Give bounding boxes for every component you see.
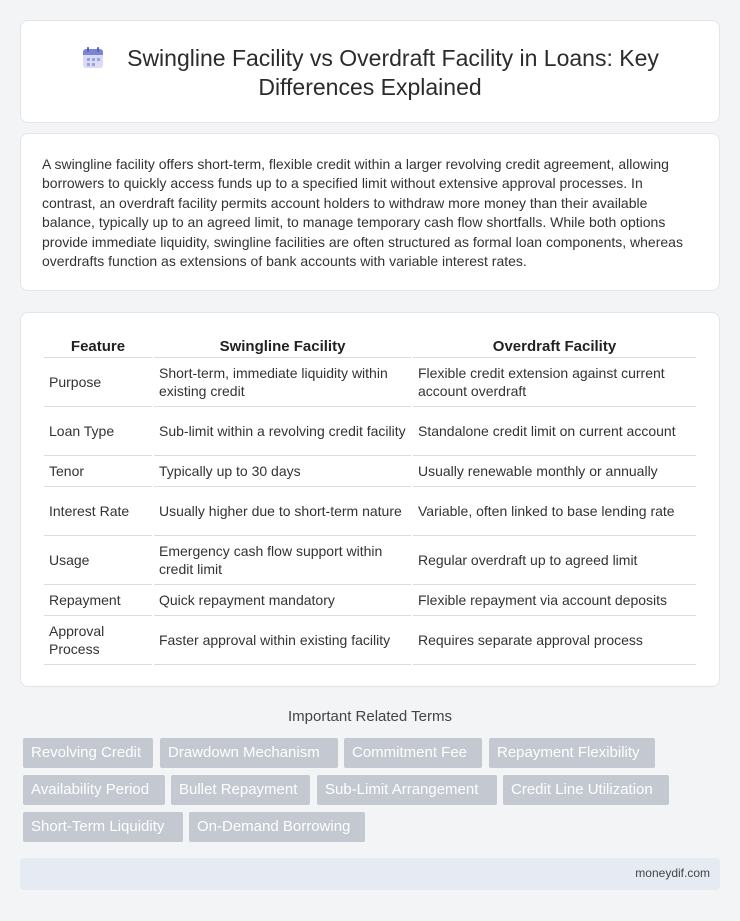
row-feature: Tenor — [44, 456, 152, 487]
term-tag[interactable]: On-Demand Borrowing — [189, 812, 365, 842]
term-tag[interactable]: Sub-Limit Arrangement — [317, 775, 497, 805]
row-overdraft: Standalone credit limit on current account — [413, 407, 696, 456]
header-overdraft: Overdraft Facility — [413, 334, 696, 358]
table-row — [44, 616, 696, 665]
term-tag[interactable]: Availability Period — [23, 775, 165, 805]
table-row — [44, 487, 696, 536]
row-overdraft: Flexible repayment via account deposits — [413, 585, 696, 616]
row-overdraft: Usually renewable monthly or annually — [413, 456, 696, 487]
row-feature: Repayment — [44, 585, 152, 616]
row-overdraft: Flexible credit extension against current account overdraft — [413, 358, 696, 407]
row-feature: Usage — [44, 536, 152, 585]
row-overdraft: Requires separate approval process — [413, 616, 696, 665]
intro-card — [20, 133, 720, 291]
table-row — [44, 407, 696, 456]
row-feature: Loan Type — [44, 407, 152, 456]
row-feature: Purpose — [44, 358, 152, 407]
row-overdraft: Regular overdraft up to agreed limit — [413, 536, 696, 585]
header-swingline: Swingline Facility — [154, 334, 411, 358]
term-tag[interactable]: Repayment Flexibility — [489, 738, 655, 768]
table-header-row — [44, 334, 696, 358]
term-tag[interactable]: Short-Term Liquidity — [23, 812, 183, 842]
row-swingline: Usually higher due to short-term nature — [154, 487, 411, 536]
row-feature: Approval Process — [44, 616, 152, 665]
table-row — [44, 585, 696, 616]
row-swingline: Short-term, immediate liquidity within existing credit — [154, 358, 411, 407]
intro-paragraph: A swingline facility offers short-term, flexible credit within a larger revolving credit agreement, allowing borrowers to quickly access funds up to a specified limit without extensive approval processes. In contrast, an overdraft facility permits account holders to withdraw more money than their available balance, typically up to an agreed limit, to manage temporary cash flow shortfalls. While both options provide immediate liquidity, swingline facilities are often structured as formal loan components, whereas overdrafts function as extensions of bank accounts with variable interest rates. — [42, 156, 683, 270]
calendar-icon — [81, 46, 105, 70]
term-tag[interactable]: Revolving Credit — [23, 738, 153, 768]
row-swingline: Typically up to 30 days — [154, 456, 411, 487]
page-title: Swingline Facility vs Overdraft Facility in Loans: Key Differences Explained — [127, 45, 659, 100]
row-swingline: Sub-limit within a revolving credit facility — [154, 407, 411, 456]
footer-site[interactable]: moneydif.com — [635, 866, 710, 880]
term-tag[interactable]: Bullet Repayment — [171, 775, 310, 805]
term-tag[interactable]: Commitment Fee — [344, 738, 482, 768]
header-feature: Feature — [44, 334, 152, 358]
comparison-card — [20, 312, 720, 687]
footer-bar — [20, 858, 720, 890]
title-card — [20, 20, 720, 123]
page-title-wrap — [21, 44, 719, 102]
row-swingline: Faster approval within existing facility — [154, 616, 411, 665]
row-overdraft: Variable, often linked to base lending rate — [413, 487, 696, 536]
table-row — [44, 536, 696, 585]
term-tag[interactable]: Credit Line Utilization — [503, 775, 669, 805]
row-swingline: Emergency cash flow support within credit limit — [154, 536, 411, 585]
comparison-table — [42, 334, 698, 665]
table-row — [44, 456, 696, 487]
term-tag[interactable]: Drawdown Mechanism — [160, 738, 338, 768]
row-feature: Interest Rate — [44, 487, 152, 536]
related-terms-heading: Important Related Terms — [288, 708, 452, 725]
table-row — [44, 358, 696, 407]
row-swingline: Quick repayment mandatory — [154, 585, 411, 616]
